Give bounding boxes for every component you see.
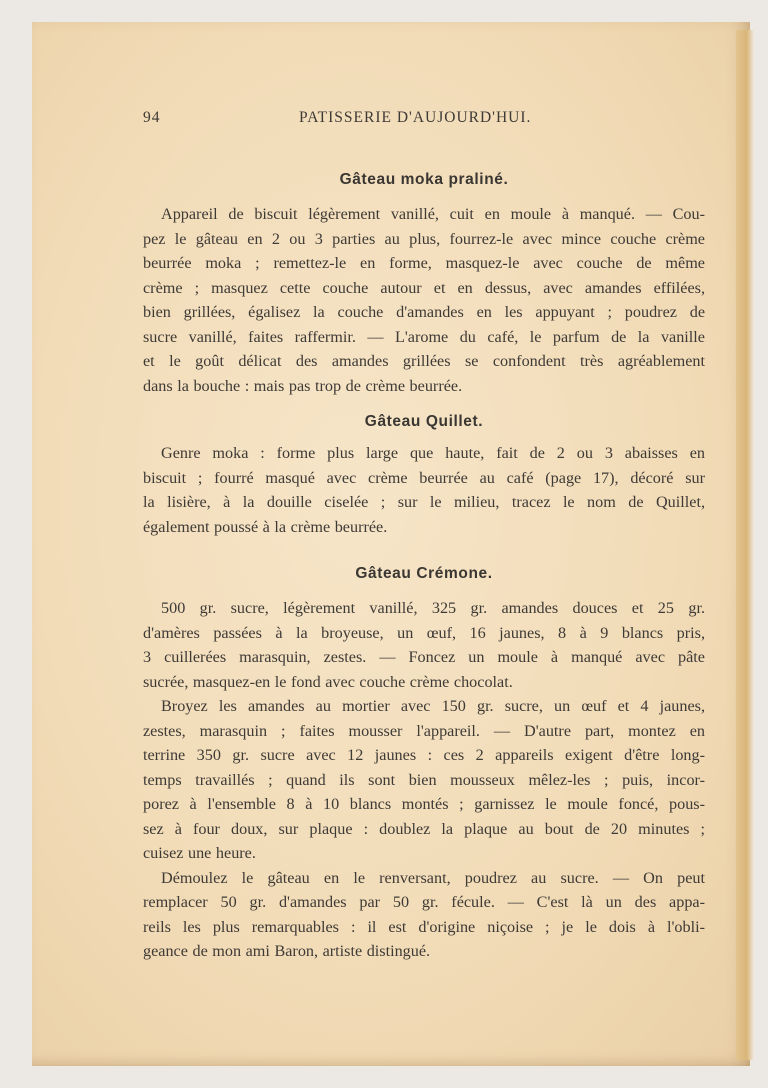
text-line: beurrée moka ; remettez-le en forme, masquez-le avec couche de même	[143, 254, 705, 272]
page-number: 94	[143, 109, 161, 126]
text-line: cuisez une heure.	[143, 844, 256, 862]
recipe-title: Gâteau moka praliné.	[339, 171, 509, 188]
text-line: sez à four doux, sur plaque : doublez la plaque au bout de 20 minutes ;	[143, 819, 705, 838]
text-line: crème ; masquez cette couche autour et en dessus, avec amandes effilées,	[143, 278, 705, 297]
text-line: Appareil de biscuit légèrement vanillé, cuit en moule à manqué. — Cou-	[161, 205, 705, 223]
text-line: biscuit ; fourré masqué avec crème beurrée au café (page 17), décoré sur	[143, 468, 705, 487]
text-line: zestes, marasquin ; faites mousser l'appareil. — D'autre part, montez en	[143, 721, 705, 740]
text-line: également poussé à la crème beurrée.	[143, 517, 388, 536]
text-line: Démoulez le gâteau en le renversant, poudrez au sucre. — On peut	[161, 868, 705, 887]
recipe-paragraph	[143, 202, 705, 398]
recipe-paragraph	[143, 596, 705, 964]
text-line: Genre moka : forme plus large que haute, fait de 2 ou 3 abaisses en	[161, 444, 705, 462]
text-line: porez à l'ensemble 8 à 10 blancs montés ; garnissez le moule foncé, pous-	[143, 795, 705, 813]
text-line: dans la bouche : mais pas trop de crème beurrée.	[143, 376, 463, 395]
text-line: sucre vanillé, faites raffermir. — L'arome du café, le parfum de la vanille	[143, 327, 705, 346]
text-line: la lisière, à la douille ciselée ; sur le milieu, tracez le nom de Quillet,	[143, 493, 705, 511]
running-head	[143, 109, 705, 131]
text-line: pez le gâteau en 2 ou 3 parties au plus, fourrez-le avec mince couche crème	[143, 229, 705, 248]
recipe-title: Gâteau Crémone.	[355, 565, 493, 582]
recipe-title: Gâteau Quillet.	[364, 413, 484, 430]
text-line: reils les plus remarquables : il est d'origine niçoise ; je le dois à l'obli-	[143, 917, 705, 936]
text-line: temps travaillés ; quand ils sont bien mousseux mêlez-les ; puis, incor-	[143, 770, 705, 789]
page-gutter	[736, 30, 754, 1060]
text-line: d'amères passées à la broyeuse, un œuf, 16 jaunes, 8 à 9 blancs pris,	[143, 623, 705, 642]
text-line: 500 gr. sucre, légèrement vanillé, 325 gr. amandes douces et 25 gr.	[161, 599, 705, 617]
text-line: et le goût délicat des amandes grillées se confondent très agréablement	[143, 352, 705, 370]
text-line: geance de mon ami Baron, artiste distingué.	[143, 942, 431, 960]
text-line: Broyez les amandes au mortier avec 150 gr. sucre, un œuf et 4 jaunes,	[161, 697, 705, 715]
recipe-paragraph	[143, 441, 705, 539]
running-title: PATISSERIE D'AUJOURD'HUI.	[299, 109, 532, 126]
text-line: bien grillées, égalisez la couche d'amandes en les appuyant ; poudrez de	[143, 303, 705, 321]
text-line: terrine 350 gr. sucre avec 12 jaunes : ces 2 appareils exigent d'être long-	[143, 746, 705, 764]
text-line: sucrée, masquez-en le fond avec couche crème chocolat.	[143, 672, 513, 691]
text-line: 3 cuillerées marasquin, zestes. — Foncez un moule à manqué avec pâte	[143, 648, 705, 666]
text-line: remplacer 50 gr. d'amandes par 50 gr. fécule. — C'est là un des appa-	[143, 893, 705, 911]
